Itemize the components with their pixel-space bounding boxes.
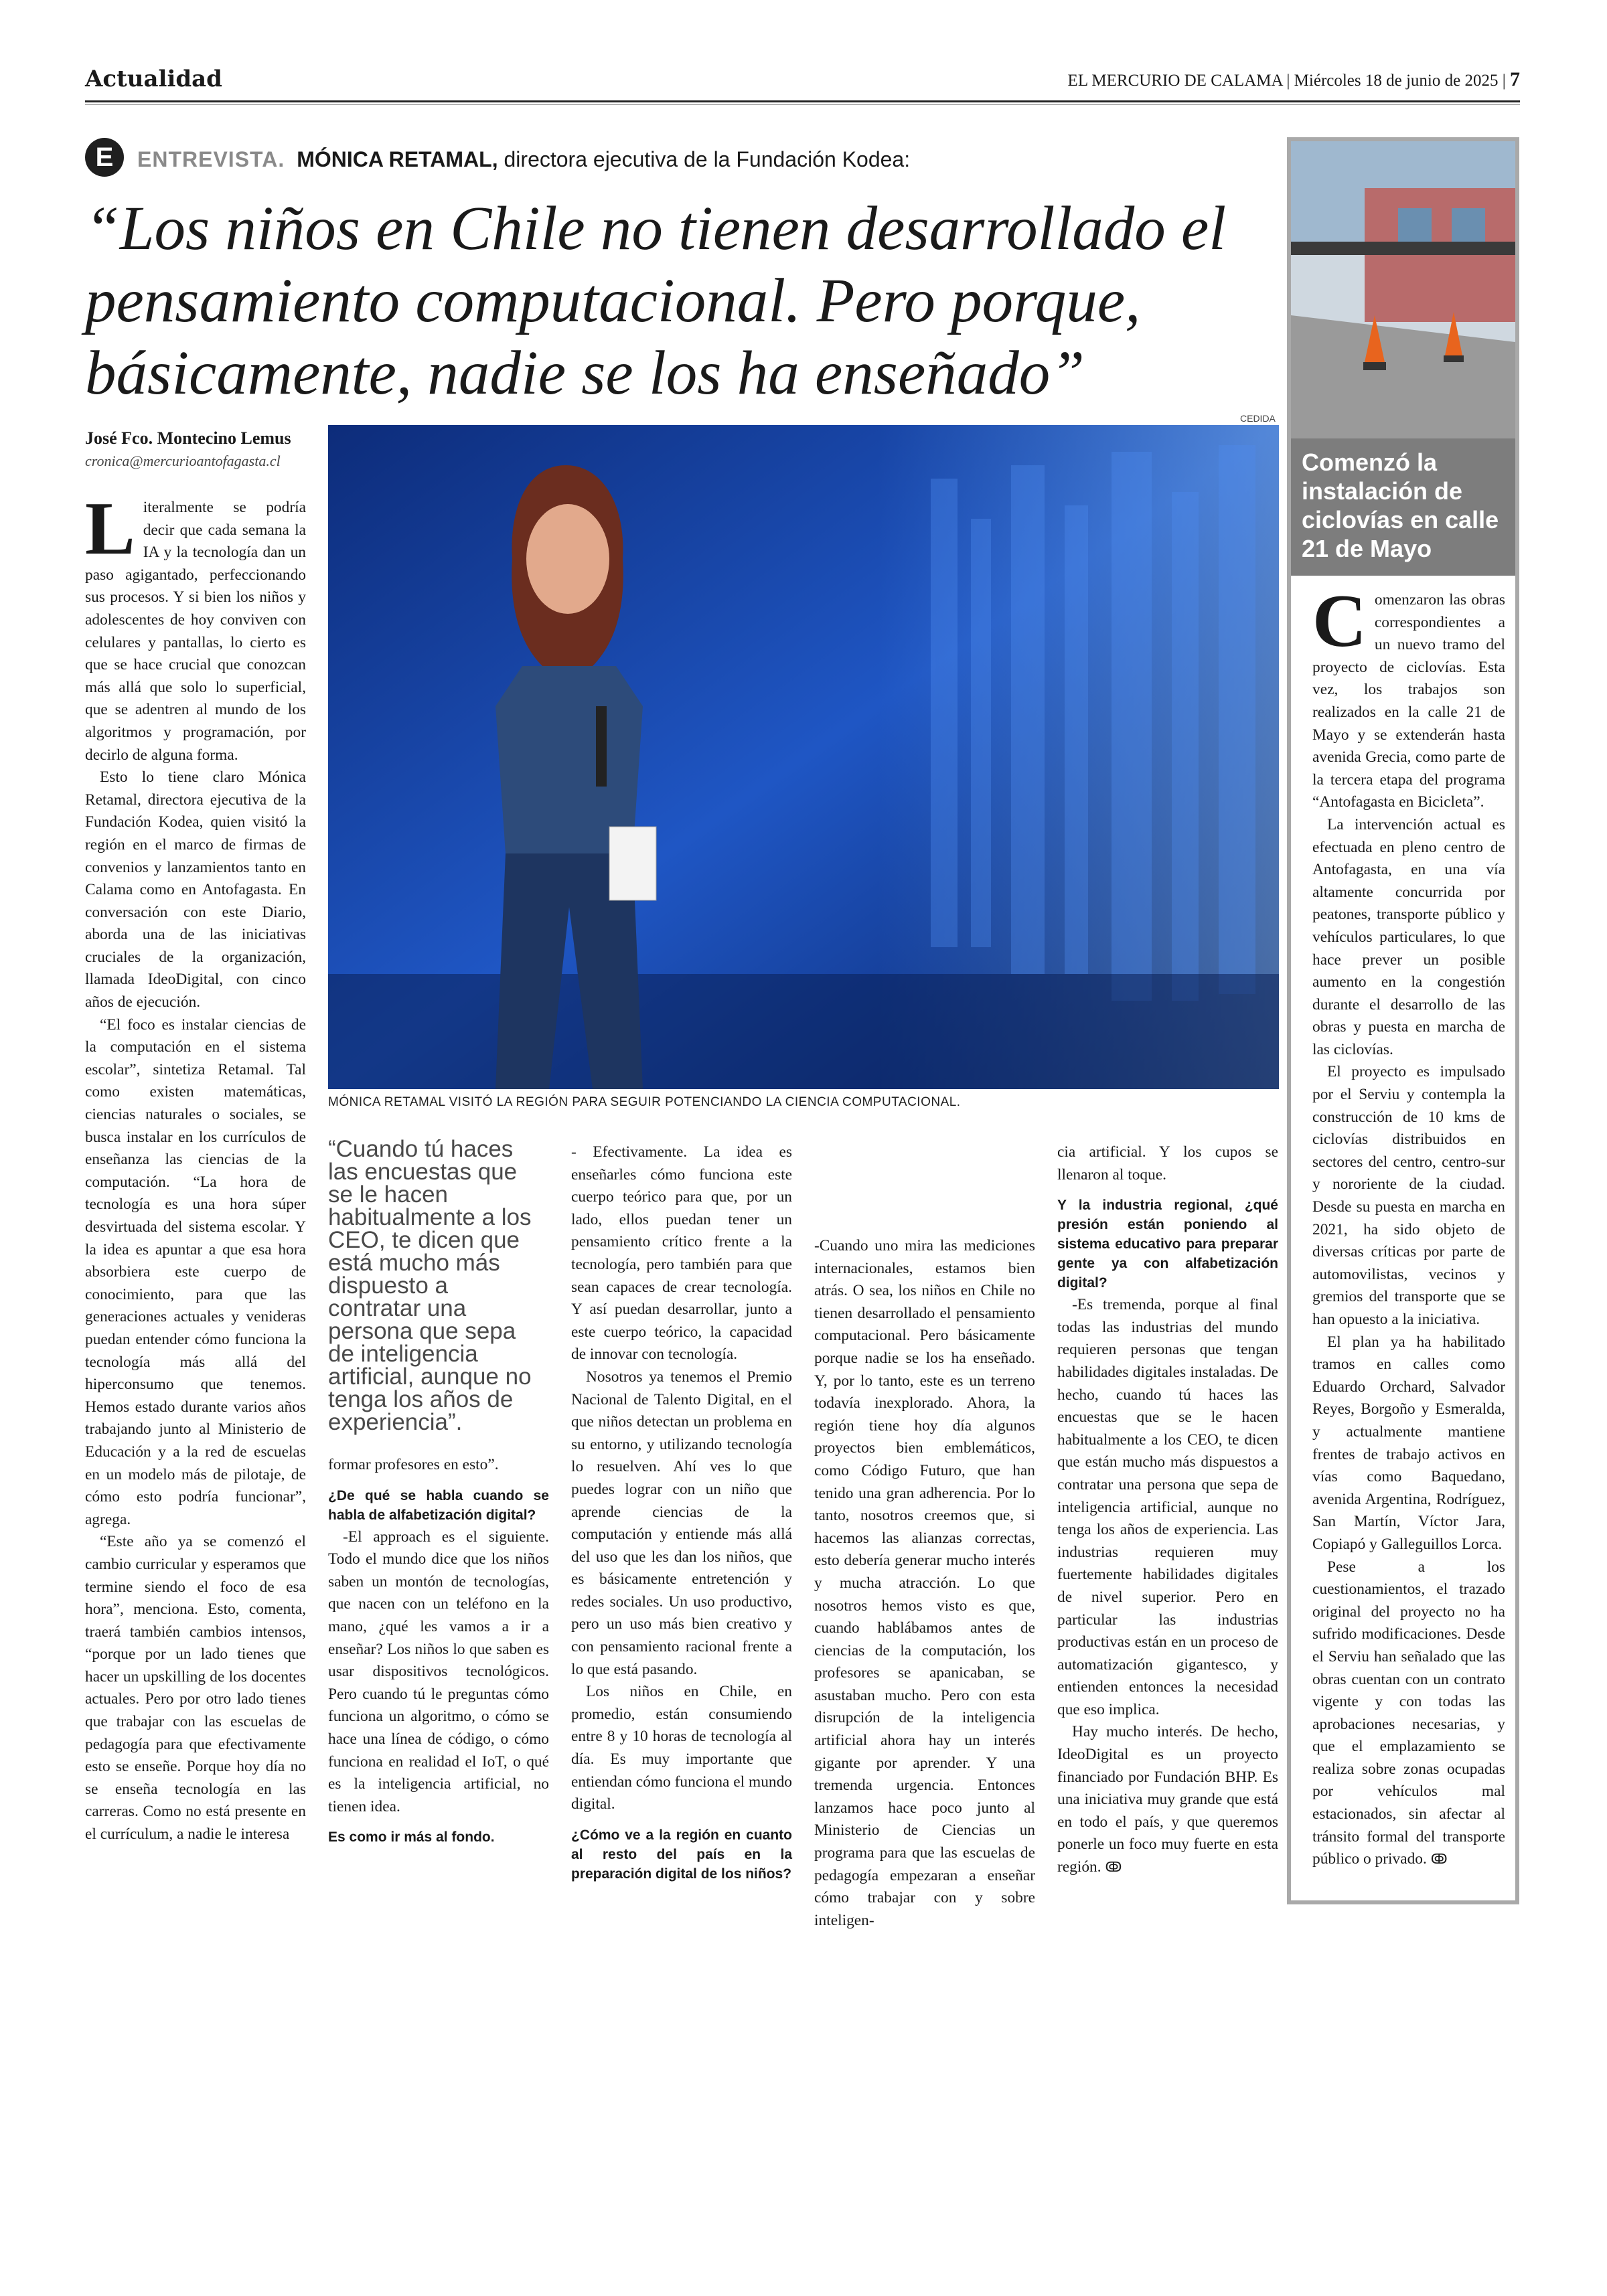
interview-question: ¿De qué se habla cuando se habla de alfabetización digital? (328, 1487, 549, 1523)
article-paragraph: - Efectivamente. La idea es enseñarles cómo funciona este cuerpo teórico para que, por un lado, ellos puedan tener un pensamiento crítico frente a la tecnología, pero también para que sean capaces de crear tecnología. Y así puedan desarrollar, junto a este cuerpo teórico, la capacidad de innovar con tecnología. (571, 1143, 792, 1364)
paragraph-text: Hay mucho interés. De hecho, IdeoDigital es un proyecto financiado por Fundación BHP. Es una iniciativa muy grande que está en todo el país, y que queremos ponerle un foco muy fuerte en esta región. (1057, 1723, 1278, 1876)
kicker-role: directora ejecutiva de la Fundación Kodea: (504, 147, 911, 171)
article-paragraph: -El approach es el siguiente. Todo el mundo dice que los niños saben un montón de tecnologías, que nacen con un teléfono en la mano, ¿qué les vamos a ir a enseñar? Los niños lo que saben es usar dispositivos tecnológicos. Pero cuando tú le preguntas cómo funciona un algoritmo, o cómo se hace una línea de código, o cómo funciona en realidad el IoT, o qué es la inteligencia artificial, no tienen idea. (328, 1528, 549, 1815)
article-paragraph: Los niños en Chile, en promedio, están consumiendo entre 8 y 10 horas de tecnología al día. Es muy importante que entiendan cómo funciona el mundo digital. (571, 1683, 792, 1813)
article-paragraph: “El foco es instalar ciencias de la computación en el sistema escolar”, sintetiza Retamal. Tal como existen matemáticas, ciencias naturales o sociales, se busca instalar en los currículos de enseñanza las ciencias de la computación. “La hora de tecnología es una hora súper desvirtuada del sistema escolar. Y la idea es apuntar a que esa hora absorbiera este cuerpo de conocimiento, para que las generaciones actuales y venideras puedan entender cómo funciona la tecnología más allá del hiperconsumo que tenemos. Hemos estado durante varios años trabajando junto al Ministerio de Educación y a la red de escuelas en un modelo más de pilotaje, de cómo esto podría funcionar”, agrega. (85, 1015, 306, 1528)
article-dropcap: L (85, 487, 135, 570)
article-paragraph: “Este año ya se comenzó el cambio curricular y esperamos que termine siendo el foco de esa hora”, menciona. Esto, comenta, traerá también cambios intensos, “porque por un lado tienes que hacer un upskilling de los docentes actuales. Pero por otro lado tienes que trabajar con las escuelas de pedagogía para que efectivamente esto se enseñe. Porque hoy día no se enseña tecnología en las carreras. Como no está presente en el currículum, a nadie le interesa (85, 1533, 306, 1843)
sidebar-paragraph (1312, 1556, 1505, 1871)
byline-email[interactable]: cronica@mercurioantofagasta.cl (85, 453, 281, 469)
publication-name: EL MERCURIO DE CALAMA (1067, 72, 1283, 90)
header-rule (85, 100, 1520, 102)
headline: “Los niños en Chile no tienen desarrollado el pensamiento computacional. Pero porque, básicamente, nadie se los ha enseñado” (85, 194, 1227, 408)
article-paragraph: formar profesores en esto”. (328, 1456, 499, 1473)
article-paragraph: -Cuando uno mira las mediciones internacionales, estamos bien atrás. O sea, los niños en Chile no tienen desarrollado el pensamiento computacional. Pero básicamente porque nadie se los ha enseñado. Y, por lo tanto, este es un terreno todavía inexplorado. Ahora, la región tiene hoy día algunos proyectos bien emblemáticos, como Código Futuro, que han tenido una gran adherencia. Por lo tanto, nosotros creemos que, si hacemos las alianzas correctas, esto debería generar mucho interés y mucha atracción. Lo que nosotros hemos visto es que, cuando hablábamos antes de ciencias de la computación, los profesores se apanicaban, se asustaban mucho. Pero con esta disrupción de la inteligencia artificial ahora hay un interés gigante por aprender. Y una tremenda urgencia. Entonces lanzamos hace poco junto al Ministerio de Ciencias un programa para que las escuelas de pedagogía empezaran a enseñar cómo trabajar con y sobre inteligen- (814, 1237, 1035, 1929)
article-column-5 (1057, 1141, 1278, 1879)
article-paragraph (85, 487, 306, 766)
end-mark-icon: ↂ (1105, 1859, 1122, 1876)
interview-question: ¿Cómo ve a la región en cuanto al resto del país en la preparación digital de los niños? (571, 1827, 792, 1882)
paragraph-text: iteralmente se podría decir que cada semana la IA y la tecnología dan un paso agigantado, perfeccionando sus procesos. Y si bien los niños y adolescentes de hoy conviven con celulares y pantallas, lo cierto es que se hace crucial que conozcan más allá que solo lo superficial, que se adentren al mundo de los algoritmos y programación, por decirlo de alguna forma. (85, 499, 306, 764)
page-number: 7 (1510, 68, 1520, 90)
sidebar-paragraph: El plan ya ha habilitado tramos en calles como Eduardo Orchard, Salvador Reyes, Borgoño y Esmeralda, y actualmente mantiene frentes de trabajo activos en vías como Baquedano, avenida Argentina, Rodríguez, San Martín, Víctor Jara, Copiapó y Galleguillos Lorca. (1312, 1333, 1505, 1553)
article-column-3 (571, 1141, 792, 1885)
section-label: Actualidad (85, 66, 222, 92)
sidebar-title: Comenzó la instalación de ciclovías en calle 21 de Mayo (1291, 438, 1515, 576)
photo-credit: CEDIDA (1240, 413, 1276, 424)
sidebar-photo (1291, 141, 1515, 438)
sidebar-dropcap: C (1312, 580, 1367, 663)
end-mark-icon: ↂ (1430, 1851, 1448, 1868)
sidebar-paragraph: La intervención actual es efectuada en pleno centro de Antofagasta, en una vía altamente concurrida por peatones, transporte público y vehículos particulares, lo que hace prever un posible aumento en la congestión durante el desarrollo de las obras y puesta en marcha de las ciclovías. (1312, 815, 1505, 1058)
interview-badge-icon: E (85, 138, 124, 177)
article-paragraph: Esto lo tiene claro Mónica Retamal, directora ejecutiva de la Fundación Kodea, quien visitó la región en el marco de firmas de convenios y lanzamientos tanto en Calama como en Antofagasta. En conversación con este Diario, aborda una de las iniciativas cruciales de la organización, llamada IdeoDigital, con cinco años de ejecución. (85, 768, 306, 1011)
kicker (137, 147, 910, 172)
paragraph-text: omenzaron las obras correspondientes a un nuevo tramo del proyecto de ciclovías. Esta vez, los trabajos son realizados en la calle 21 de Mayo y se extenderán hasta avenida Grecia, como parte de la tercera etapa del programa “Antofagasta en Bicicleta”. (1312, 591, 1505, 811)
page-header-info: EL MERCURIO DE CALAMA | Miércoles 18 de junio de 2025 | 7 (1067, 68, 1520, 90)
interview-question: Es como ir más al fondo. (328, 1829, 495, 1846)
article-photo (328, 425, 1279, 1089)
article-paragraph: Nosotros ya tenemos el Premio Nacional de Talento Digital, en el que niños detectan un problema en su entorno, y utilizando tecnología lo resuelven. Ahí ves lo que puedes lograr con un niño que aprende ciencias de la computación y entiende más allá del uso que les dan los niños, que es básicamente entretención y redes sociales. Un uso productivo, pero un uso más bien creativo y con pensamiento racional frente a lo que está pasando. (571, 1368, 792, 1678)
kicker-name: MÓNICA RETAMAL, (297, 147, 498, 171)
publication-date: Miércoles 18 de junio de 2025 (1294, 72, 1499, 90)
kicker-label: ENTREVISTA. (137, 147, 285, 171)
article-paragraph: cia artificial. Y los cupos se llenaron al toque. (1057, 1143, 1278, 1183)
paragraph-text: Pese a los cuestionamientos, el trazado original del proyecto no ha sufrido modificaciones. Desde el Serviu han señalado que las obras cuentan con un contrato vigente y con todas las aprobaciones necesarias, y que el emplazamiento se realiza sobre zonas ocupadas por vehículos mal estacionados, sin afectar al tránsito formal del transporte público o privado. (1312, 1558, 1505, 1868)
article-column-4 (814, 1235, 1035, 1932)
article-paragraph (1057, 1721, 1278, 1878)
sidebar-text (1312, 580, 1505, 1871)
photo-caption: MÓNICA RETAMAL VISITÓ LA REGIÓN PARA SEGUIR POTENCIANDO LA CIENCIA COMPUTACIONAL. (328, 1095, 961, 1109)
sidebar-paragraph: El proyecto es impulsado por el Serviu y contempla la construcción de 10 kms de ciclovías distribuidos en sectores del centro, centro-sur y nororiente de la ciudad. Desde su puesta en marcha en 2021, ha sido objeto de diversas críticas por parte de automovilistas, vecinos y gremios del transporte que se han opuesto a la iniciativa. (1312, 1063, 1505, 1328)
article-column-1 (85, 487, 306, 1846)
article-column-2 (328, 1454, 549, 1848)
pull-quote: “Cuando tú haces las encuestas que se le hacen habitualmente a los CEO, te dicen que está mucho más dispuesto a contratar una persona que sepa de inteligencia artificial, aunque no tenga los años de experiencia”. (328, 1136, 532, 1435)
header-rule-thin (85, 104, 1520, 105)
article-paragraph: -Es tremenda, porque al final todas las industrias del mundo requieren personas que tengan habilidades digitales instaladas. De hecho, cuando tú haces las encuestas que se le hacen habitualmente a los CEO, te dicen que están mucho más dispuestos a contratar una persona que sepa de inteligencia artificial, aunque no tenga los años de experiencia. Las industrias requieren muy fuertemente habilidades digitales de nivel superior. Pero en particular las industrias productivas están en un proceso de automatización gigantesco, y entienden entonces la necesidad que eso implica. (1057, 1296, 1278, 1718)
sidebar-paragraph (1312, 580, 1505, 814)
interview-question: Y la industria regional, ¿qué presión están poniendo al sistema educativo para preparar gente ya con alfabetización digital? (1057, 1198, 1278, 1291)
byline-author: José Fco. Montecino Lemus (85, 428, 291, 448)
